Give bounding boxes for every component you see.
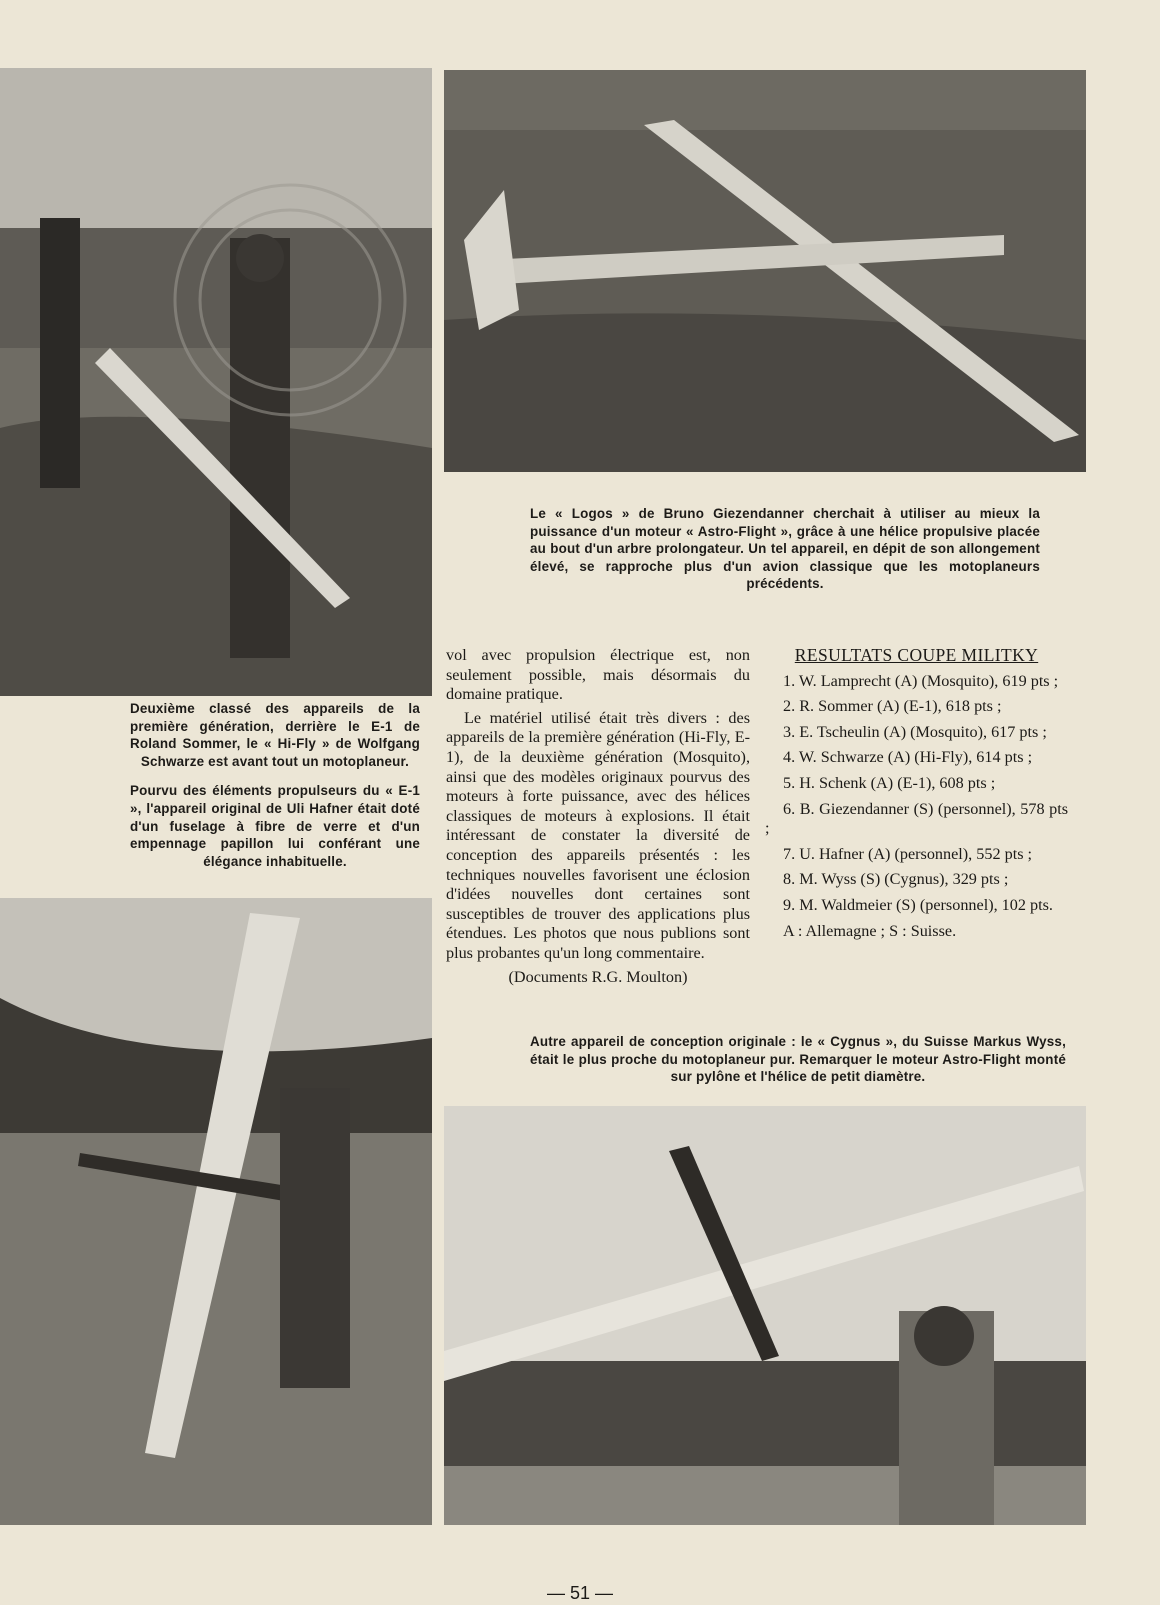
- results-item-6: 6. B. Giezendanner (S) (personnel), 578 pts ;: [765, 799, 1068, 838]
- caption-hafner: Pourvu des éléments propulseurs du « E-1 », l'appareil original de Uli Hafner était doté d'un fuselage à fibre de verre et d'un empennage papillon lui conférant une élégance inhabituelle.: [130, 783, 420, 869]
- caption-logos: [530, 505, 1040, 605]
- results-legend: A : Allemagne ; S : Suisse.: [783, 921, 957, 940]
- article-para-2: Le matériel utilisé était très divers : des appareils de la première génération (Hi-Fly, E-1), de la deuxième génération (Mosquito), ainsi que des modèles originaux pourvus des moteurs à forte puissance, avec des hélices classiques de moteurs à explosions. Il était intéressant de constater la diversité de conception des appareils présentés : les techniques nouvelles favorisent une éclosion d'idées nouvelles dont certaines sont susceptibles de trouver des applications plus étendues. Les photos que nous publions sont plus probantes qu'un long commentaire.: [446, 708, 750, 962]
- caption-second-place: Deuxième classé des appareils de la première génération, derrière le E-1 de Roland Sommer, le « Hi-Fly » de Wolfgang Schwarze est avant tout un motoplaneur.: [130, 701, 420, 769]
- results-list: [765, 672, 1068, 916]
- article-para-1: vol avec propulsion électrique est, non seulement possible, mais désormais du domaine pratique.: [446, 646, 750, 704]
- page-number: — 51 —: [546, 1583, 614, 1603]
- results-item-2: 2. R. Sommer (A) (E-1), 618 pts ;: [783, 697, 1002, 716]
- results-item-4: 4. W. Schwarze (A) (Hi-Fly), 614 pts ;: [783, 748, 1033, 767]
- article-documents-credit: (Documents R.G. Moulton): [508, 967, 688, 986]
- results-item-9: 9. M. Waldmeier (S) (personnel), 102 pts.: [783, 895, 1053, 914]
- caption-cygnus-block: [530, 1033, 1066, 1098]
- results-title: RESULTATS COUPE MILITKY: [794, 645, 1039, 665]
- caption-logos-text: Le « Logos » de Bruno Giezendanner cherchait à utiliser au mieux la puissance d'un moteur « Astro-Flight », grâce à une hélice propulsive placée au bout d'un arbre prolongateur. Un tel appareil, en dépit de son allongement élevé, se rapproche plus d'un avion classique que les motoplaneurs précédents.: [530, 506, 1040, 592]
- caption-left-group: [130, 700, 420, 882]
- results-item-1: 1. W. Lamprecht (A) (Mosquito), 619 pts ;: [783, 671, 1059, 690]
- results-item-5: 5. H. Schenk (A) (E-1), 608 pts ;: [783, 773, 996, 792]
- photo-cygnus: [444, 1106, 1086, 1525]
- photo-hafner-model: [0, 898, 432, 1525]
- photo-pilots-hifly: [0, 68, 432, 696]
- photo-logos-glider: [444, 70, 1086, 472]
- caption-cygnus: Autre appareil de conception originale : le « Cygnus », du Suisse Markus Wyss, était le plus proche du motoplaneur pur. Remarquer le moteur Astro-Flight monté sur pylône et l'hélice de petit diamètre.: [530, 1034, 1066, 1085]
- results-item-3: 3. E. Tscheulin (A) (Mosquito), 617 pts ;: [783, 722, 1047, 741]
- results-column: [765, 646, 1068, 941]
- results-item-8: 8. M. Wyss (S) (Cygnus), 329 pts ;: [783, 870, 1009, 889]
- article-column: [446, 646, 750, 991]
- results-item-7: 7. U. Hafner (A) (personnel), 552 pts ;: [783, 844, 1033, 863]
